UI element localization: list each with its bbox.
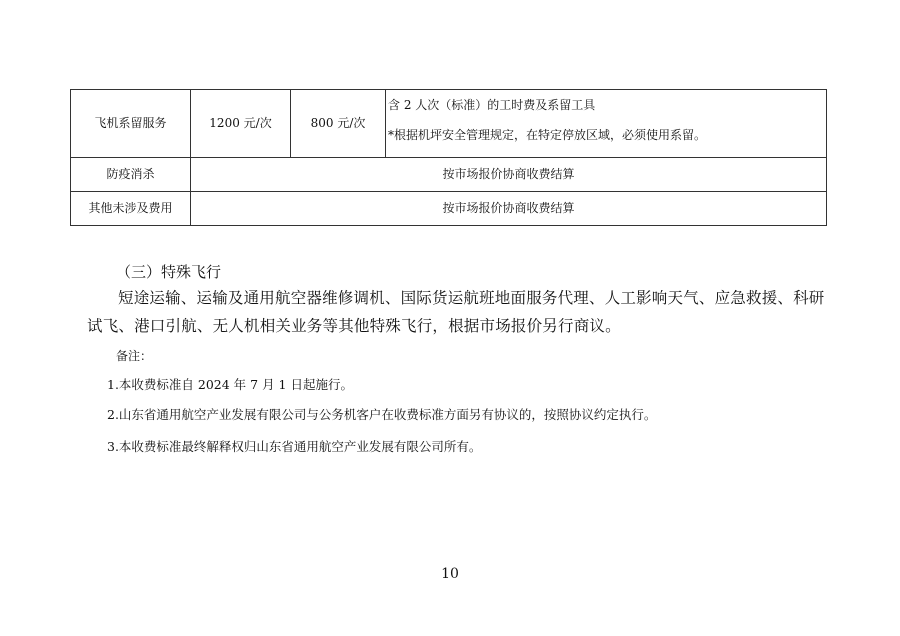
service-name-cell: 防疫消杀 <box>71 158 191 192</box>
table-row <box>71 158 827 192</box>
service-name-cell: 飞机系留服务 <box>71 90 191 158</box>
section-paragraph: 短途运输、运输及通用航空器维修调机、国际货运航班地面服务代理、人工影响天气、应急救援、科研试飞、港口引航、无人机相关业务等其他特殊飞行，根据市场报价另行商议。 <box>87 289 825 335</box>
price-cell-a: 1200 元/次 <box>191 90 291 158</box>
table-row <box>71 90 827 158</box>
service-name-cell: 其他未涉及费用 <box>71 192 191 226</box>
page-number: 10 <box>441 566 459 582</box>
fee-table <box>70 89 827 226</box>
remark-item: 1.本收费标准自 2024 年 7 月 1 日起施行。 <box>107 377 353 392</box>
remark-item: 2.山东省通用航空产业发展有限公司与公务机客户在收费标准方面另有协议的，按照协议约定执行。 <box>107 407 657 422</box>
table-row <box>71 192 827 226</box>
merged-price-cell: 按市场报价协商收费结算 <box>191 192 827 226</box>
note-cell <box>386 90 827 158</box>
remark-item: 3.本收费标准最终解释权归山东省通用航空产业发展有限公司所有。 <box>107 439 482 454</box>
note-line: *根据机坪安全管理规定，在特定停放区域，必须使用系留。 <box>388 128 707 143</box>
merged-price-cell: 按市场报价协商收费结算 <box>191 158 827 192</box>
price-cell-b: 800 元/次 <box>291 90 386 158</box>
section-heading: （三）特殊飞行 <box>116 263 222 281</box>
remarks-title: 备注： <box>116 349 153 363</box>
note-line: 含 2 人次（标准）的工时费及系留工具 <box>388 98 596 112</box>
